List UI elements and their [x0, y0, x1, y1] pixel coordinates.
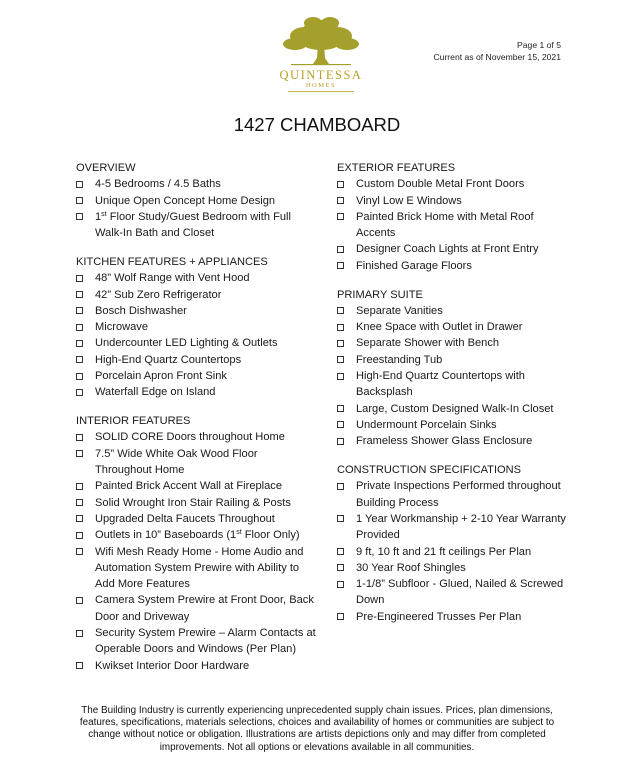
- checkbox-icon: [337, 515, 344, 522]
- section-heading: OVERVIEW: [76, 162, 136, 174]
- feature-list: [76, 270, 316, 400]
- checkbox-icon: [337, 340, 344, 347]
- checkbox-icon: [76, 483, 83, 490]
- ordinal-superscript: st: [236, 529, 242, 537]
- feature-text: Separate Vanities: [356, 304, 443, 317]
- checkbox-icon: [337, 262, 344, 269]
- feature-item: [76, 592, 316, 625]
- checkbox-icon: [337, 564, 344, 571]
- checkbox-icon: [76, 450, 83, 457]
- section-heading: CONSTRUCTION SPECIFICATIONS: [337, 464, 522, 477]
- feature-text: High-End Quartz Countertops: [95, 353, 242, 366]
- page-info: [433, 40, 561, 63]
- feature-item: [337, 433, 569, 449]
- section-overview: [76, 160, 316, 241]
- section-primary-suite: [337, 287, 569, 450]
- feature-item: [76, 303, 316, 319]
- checkbox-icon: [76, 324, 83, 331]
- page-title: 1427 CHAMBOARD: [233, 114, 401, 135]
- checkbox-icon: [76, 197, 83, 204]
- feature-text: 1 Year Workmanship + 2-10 Year Warranty Provided: [356, 512, 566, 542]
- feature-item: [76, 176, 316, 192]
- feature-text: SOLID CORE Doors throughout Home: [95, 431, 285, 444]
- checkbox-icon: [76, 499, 83, 506]
- checkbox-icon: [76, 291, 83, 298]
- feature-text-prefix: Outlets in 10” Baseboards (1: [95, 529, 237, 542]
- feature-item: [337, 241, 569, 257]
- feature-item: [76, 625, 316, 658]
- feature-text: 1-1/8” Subfloor - Glued, Nailed & Screwed Down: [356, 578, 564, 607]
- checkbox-icon: [76, 532, 83, 539]
- checkbox-icon: [337, 483, 344, 490]
- disclaimer-footer: The Building Industry is currently experiencing unprecedented supply chain issues. Prices, plan dimensions, features, specifications, materials selections, choices and availability of homes or communities are subject to change without notice or obligation. Illustrations are artists depictions only and may differ from completed improvements. Not all options or elevations available in all communities.: [79, 705, 555, 753]
- feature-item: [76, 446, 316, 479]
- feature-text: 30 Year Roof Shingles: [356, 561, 466, 574]
- checkbox-icon: [76, 340, 83, 347]
- feature-item: [337, 335, 569, 351]
- feature-text: Wifi Mesh Ready Home - Home Audio and Automation System Prewire with Ability to Add More Features: [95, 545, 304, 591]
- feature-text: Solid Wrought Iron Stair Railing & Posts: [95, 496, 291, 509]
- feature-list: [76, 176, 316, 241]
- feature-text: Designer Coach Lights at Front Entry: [356, 243, 539, 256]
- section-interior-features: [76, 413, 316, 674]
- brand-logo: [278, 14, 364, 92]
- checkbox-icon: [76, 389, 83, 396]
- feature-item: [337, 258, 569, 274]
- feature-item: [337, 576, 569, 609]
- checkbox-icon: [76, 213, 83, 220]
- checkbox-icon: [337, 581, 344, 588]
- feature-item: [337, 368, 569, 401]
- checkbox-icon: [337, 613, 344, 620]
- feature-item: [76, 658, 316, 674]
- oak-tree-icon: [279, 14, 363, 68]
- feature-item: [76, 335, 316, 351]
- feature-text: 9 ft, 10 ft and 21 ft ceilings Per Plan: [356, 545, 532, 558]
- feature-item: [76, 384, 316, 400]
- feature-text: Frameless Shower Glass Enclosure: [356, 435, 533, 448]
- section-kitchen-features-appliances: [76, 254, 316, 401]
- feature-item: [76, 429, 316, 445]
- checkbox-icon: [337, 181, 344, 188]
- feature-list: [337, 176, 569, 274]
- feature-item: [76, 368, 316, 384]
- checkbox-icon: [76, 597, 83, 604]
- section-heading: INTERIOR FEATURES: [76, 415, 191, 428]
- feature-text: Porcelain Apron Front Sink: [95, 370, 227, 383]
- checkbox-icon: [76, 307, 83, 314]
- feature-text: 7.5” Wide White Oak Wood Floor Throughout Home: [95, 447, 258, 477]
- feature-text: Floor Only): [241, 529, 300, 542]
- feature-text: Private Inspections Performed throughout Building Process: [356, 480, 561, 509]
- feature-text: Custom Double Metal Front Doors: [356, 178, 525, 191]
- feature-item: [337, 511, 569, 544]
- feature-text: Finished Garage Floors: [356, 259, 472, 272]
- right-column: [337, 160, 569, 638]
- section-exterior-features: [337, 160, 569, 274]
- checkbox-icon: [76, 181, 83, 188]
- feature-text: High-End Quartz Countertops with Backsplash: [356, 370, 525, 399]
- current-date: Current as of November 15, 2021: [433, 51, 561, 62]
- feature-item: [76, 527, 316, 543]
- page-number: Page 1 of 5: [517, 40, 561, 50]
- feature-text: Floor Study/Guest Bedroom with Full Walk-In Bath and Closet: [95, 210, 291, 240]
- feature-item: [76, 287, 316, 303]
- feature-item: [337, 417, 569, 433]
- feature-list: [337, 303, 569, 450]
- feature-text-prefix: 1: [95, 210, 102, 223]
- section-heading: PRIMARY SUITE: [337, 288, 423, 301]
- checkbox-icon: [76, 630, 83, 637]
- checkbox-icon: [337, 213, 344, 220]
- feature-item: [76, 209, 316, 242]
- checkbox-icon: [337, 307, 344, 314]
- checkbox-icon: [76, 275, 83, 282]
- brand-subtitle: HOMES: [305, 82, 337, 89]
- feature-text: Microwave: [95, 321, 149, 334]
- feature-item: [76, 511, 316, 527]
- checkbox-icon: [76, 662, 83, 669]
- feature-item: [337, 352, 569, 368]
- feature-text: 48” Wolf Range with Vent Hood: [95, 272, 250, 285]
- feature-text: Bosch Dishwasher: [95, 304, 187, 317]
- feature-item: [337, 319, 569, 335]
- feature-text: Undermount Porcelain Sinks: [356, 418, 497, 431]
- checkbox-icon: [337, 356, 344, 363]
- checkbox-icon: [76, 548, 83, 555]
- feature-item: [337, 609, 569, 625]
- checkbox-icon: [337, 421, 344, 428]
- checkbox-icon: [337, 373, 344, 380]
- feature-text: Undercounter LED Lighting & Outlets: [95, 337, 278, 350]
- section-heading: EXTERIOR FEATURES: [337, 162, 456, 174]
- checkbox-icon: [76, 515, 83, 522]
- feature-item: [337, 303, 569, 319]
- feature-text: Camera System Prewire at Front Door, Back Door and Driveway: [95, 594, 314, 623]
- checkbox-icon: [337, 438, 344, 445]
- feature-list: [337, 478, 569, 625]
- feature-item: [76, 193, 316, 209]
- feature-text: Large, Custom Designed Walk-In Closet: [356, 402, 554, 415]
- feature-item: [76, 319, 316, 335]
- checkbox-icon: [76, 356, 83, 363]
- feature-text: Unique Open Concept Home Design: [95, 194, 276, 207]
- brand-divider: [288, 91, 354, 92]
- feature-text: Kwikset Interior Door Hardware: [95, 659, 250, 672]
- checkbox-icon: [337, 246, 344, 253]
- feature-text: Painted Brick Accent Wall at Fireplace: [95, 480, 283, 493]
- feature-text: 4-5 Bedrooms / 4.5 Baths: [95, 178, 221, 191]
- feature-item: [337, 209, 569, 242]
- checkbox-icon: [76, 434, 83, 441]
- feature-text: Freestanding Tub: [356, 353, 443, 366]
- feature-item: [337, 176, 569, 192]
- feature-item: [337, 544, 569, 560]
- feature-text: 42” Sub Zero Refrigerator: [95, 288, 222, 301]
- checkbox-icon: [337, 548, 344, 555]
- feature-item: [76, 495, 316, 511]
- feature-item: [76, 270, 316, 286]
- feature-item: [76, 352, 316, 368]
- checkbox-icon: [76, 373, 83, 380]
- checkbox-icon: [337, 197, 344, 204]
- brand-name: QUINTESSA: [279, 68, 363, 82]
- feature-item: [76, 544, 316, 593]
- feature-text: Upgraded Delta Faucets Throughout: [95, 512, 275, 525]
- checkbox-icon: [337, 405, 344, 412]
- feature-text: Waterfall Edge on Island: [95, 386, 216, 399]
- feature-text: Pre-Engineered Trusses Per Plan: [356, 610, 522, 623]
- section-construction-specifications: [337, 462, 569, 625]
- feature-text: Vinyl Low E Windows: [356, 194, 462, 207]
- feature-item: [337, 560, 569, 576]
- feature-item: [337, 478, 569, 511]
- left-column: [76, 160, 316, 686]
- section-heading: KITCHEN FEATURES + APPLIANCES: [76, 255, 268, 268]
- feature-text: Security System Prewire – Alarm Contacts at Operable Doors and Windows (Per Plan): [95, 627, 316, 656]
- feature-text: Separate Shower with Bench: [356, 337, 500, 350]
- feature-item: [337, 193, 569, 209]
- feature-item: [76, 478, 316, 494]
- feature-item: [337, 401, 569, 417]
- feature-list: [76, 429, 316, 673]
- feature-text: Knee Space with Outlet in Drawer: [356, 321, 523, 334]
- ordinal-superscript: st: [101, 210, 107, 218]
- feature-text: Painted Brick Home with Metal Roof Accents: [356, 210, 534, 240]
- checkbox-icon: [337, 324, 344, 331]
